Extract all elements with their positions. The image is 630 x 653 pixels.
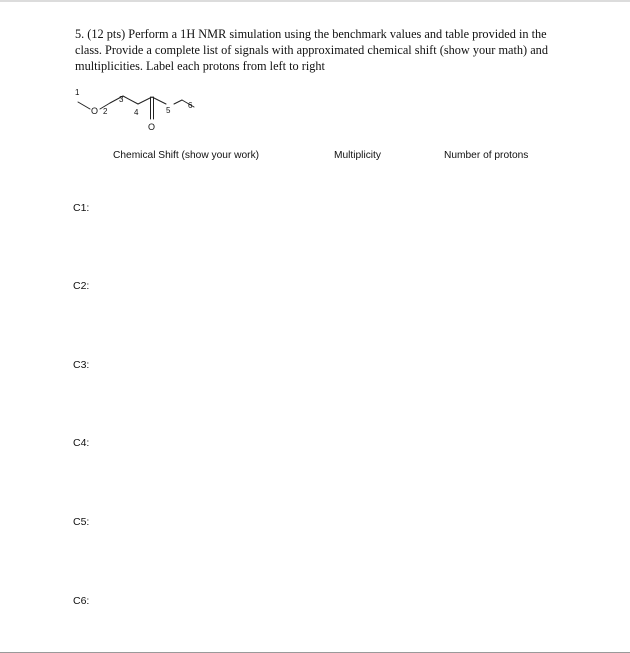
- bond-carbonyl-c5: [152, 97, 166, 104]
- bond-c3-c4: [123, 96, 138, 104]
- label-c2: 2: [103, 107, 108, 116]
- molecule-drawing: [70, 86, 220, 142]
- header-chemical-shift: Chemical Shift (show your work): [113, 150, 260, 161]
- page-top-border: [0, 0, 630, 2]
- header-multiplicity: Multiplicity: [334, 150, 381, 161]
- question-text: 5. (12 pts) Perform a 1H NMR simulation using the benchmark values and table provided in the class. Provide a complete list of signals with approximated chemical shift (show your math) and multiplicities. Label each protons from left to right: [75, 27, 548, 73]
- row-label-c4: C4:: [73, 437, 90, 449]
- label-c3: 3: [119, 95, 124, 104]
- molecule-structure: [70, 86, 220, 142]
- bond-c1-o: [78, 102, 90, 109]
- row-label-c2: C2:: [73, 280, 90, 292]
- bond-c5-c6: [174, 100, 182, 104]
- bond-c4-carbonyl: [138, 97, 152, 104]
- row-label-c5: C5:: [73, 516, 90, 528]
- label-c6: 6: [188, 101, 193, 110]
- label-carbonyl-oxygen: O: [148, 122, 156, 132]
- row-label-c3: C3:: [73, 359, 90, 371]
- label-c5: 5: [166, 106, 171, 115]
- label-c1: 1: [75, 88, 80, 97]
- question-block: [75, 26, 565, 74]
- row-label-c1: C1:: [73, 202, 90, 214]
- label-ether-oxygen: O: [91, 106, 99, 116]
- row-label-c6: C6:: [73, 595, 90, 607]
- label-c4: 4: [134, 108, 139, 117]
- header-number-of-protons: Number of protons: [444, 150, 529, 161]
